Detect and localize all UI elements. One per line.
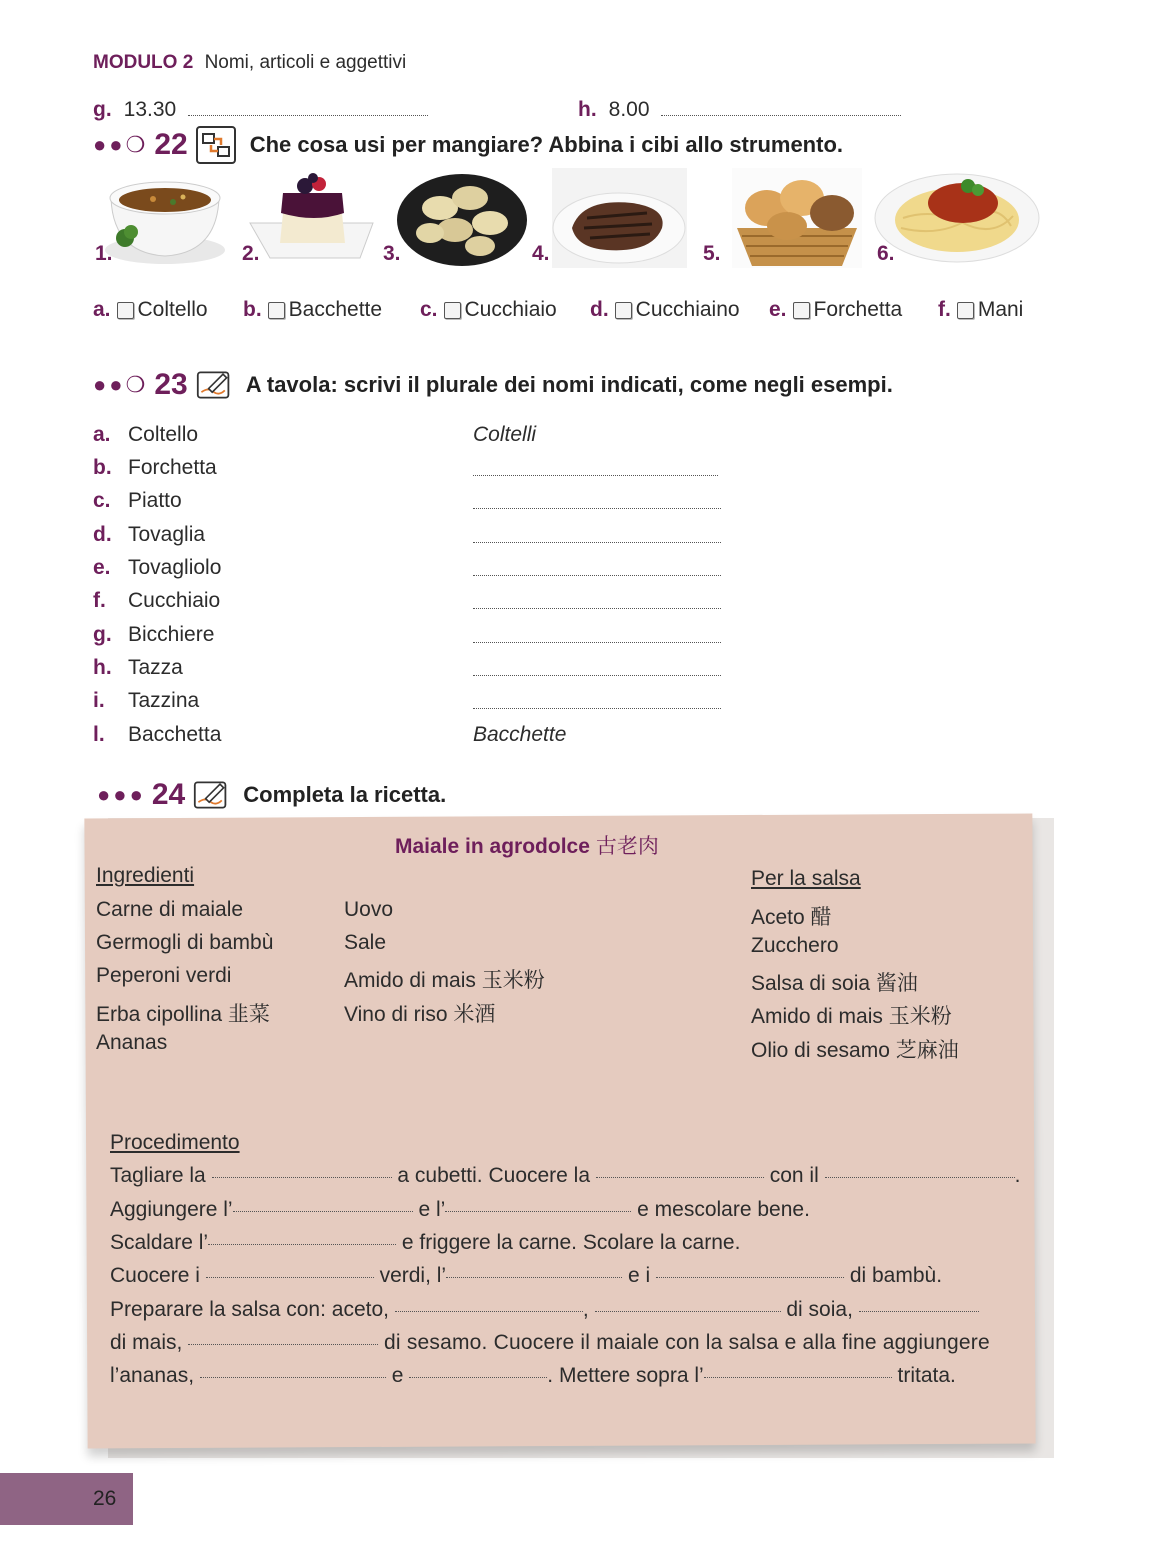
- procedure-text: tritata.: [897, 1364, 956, 1387]
- plural-row: [93, 420, 793, 450]
- sauce-ingredient: Aceto 醋: [751, 906, 832, 929]
- option-letter: c.: [420, 298, 438, 321]
- page-number: 26: [93, 1487, 117, 1510]
- procedure-text: a cubetti. Cuocere la: [397, 1164, 591, 1187]
- item-letter: d.: [93, 523, 112, 546]
- option-label: Cucchiaino: [635, 298, 740, 321]
- plural-row: [93, 453, 793, 483]
- recipe-title-chinese: 古老肉: [595, 835, 659, 858]
- ingredient: Amido di mais 玉米粉: [344, 969, 545, 992]
- blank-field[interactable]: [409, 1376, 547, 1378]
- singular-word: Bacchetta: [128, 723, 222, 746]
- time-item-h: [578, 98, 901, 122]
- blank-field[interactable]: [446, 1276, 622, 1278]
- blank-field[interactable]: [859, 1310, 979, 1312]
- plural-row: [93, 586, 793, 616]
- recipe-title-text: Maiale in agrodolce: [395, 835, 590, 858]
- time-value: 8.00: [608, 98, 650, 121]
- plural-row: [93, 620, 793, 650]
- exercise-24-heading: [97, 778, 446, 812]
- procedure-line-1: [110, 1164, 1020, 1188]
- answer-line[interactable]: [473, 641, 721, 643]
- bread-image: [732, 168, 862, 268]
- writing-icon: [193, 778, 229, 812]
- option-c: [420, 298, 557, 322]
- page-header: [93, 52, 406, 74]
- procedure-text: di soia,: [786, 1298, 853, 1321]
- answer-line[interactable]: [188, 114, 428, 116]
- plural-row: [93, 653, 793, 683]
- procedure-text: Cuocere i: [110, 1264, 200, 1287]
- item-letter: e.: [93, 556, 111, 579]
- procedure-text: Tagliare la: [110, 1164, 206, 1187]
- procedure-text: Aggiungere l’: [110, 1198, 233, 1221]
- option-f: [938, 298, 1023, 322]
- blank-field[interactable]: [208, 1243, 396, 1245]
- singular-word: Coltello: [128, 423, 199, 446]
- singular-word: Tazza: [128, 656, 183, 679]
- difficulty-bullets: ●●●: [97, 782, 146, 807]
- procedure-text: di sesamo. Cuocere il maiale con la salsa e alla fine aggiungere: [384, 1331, 990, 1354]
- procedure-line-4: [110, 1264, 942, 1288]
- plural-row: [93, 553, 793, 583]
- procedure-line-2: [110, 1198, 810, 1222]
- singular-word: Tazzina: [128, 689, 200, 712]
- option-letter: a.: [93, 298, 111, 321]
- blank-field[interactable]: [395, 1310, 583, 1312]
- difficulty-bullets: ●●❍: [93, 132, 149, 157]
- image-number: 5.: [703, 242, 721, 265]
- blank-field[interactable]: [200, 1376, 386, 1378]
- procedure-line-3: [110, 1231, 740, 1255]
- item-letter: g.: [93, 623, 112, 646]
- answer-line[interactable]: [473, 474, 718, 476]
- procedure-text: verdi, l’: [379, 1264, 447, 1287]
- procedure-text: e i: [627, 1264, 651, 1287]
- time-item-g: [93, 98, 428, 122]
- blank-field[interactable]: [656, 1276, 844, 1278]
- ingredients-heading: Ingredienti: [96, 864, 195, 887]
- recipe-title: [395, 830, 659, 860]
- procedure-text: Scaldare l’: [110, 1231, 209, 1254]
- panna-cotta-image: [245, 168, 375, 268]
- procedure-line-6: [110, 1331, 990, 1355]
- option-a: [93, 298, 208, 322]
- ingredient: Erba cipollina 韭菜: [96, 1003, 270, 1026]
- checkbox[interactable]: [793, 302, 810, 319]
- blank-field[interactable]: [212, 1176, 392, 1178]
- answer-line[interactable]: [473, 541, 721, 543]
- example-answer: Bacchette: [473, 723, 567, 746]
- option-letter: d.: [590, 298, 609, 321]
- exercise-title: Completa la ricetta.: [243, 782, 447, 807]
- exercise-title: Che cosa usi per mangiare? Abbina i cibi allo strumento.: [249, 132, 843, 157]
- item-letter: h.: [93, 656, 112, 679]
- procedure-line-5: [110, 1298, 979, 1322]
- procedure-text: Preparare la salsa con: aceto,: [110, 1298, 389, 1321]
- option-label: Coltello: [137, 298, 208, 321]
- ingredient: Peperoni verdi: [96, 964, 232, 987]
- blank-field[interactable]: [445, 1210, 631, 1212]
- sauce-ingredient: Olio di sesamo 芝麻油: [751, 1039, 959, 1062]
- exercise-22-heading: [93, 126, 843, 164]
- plural-row: [93, 486, 793, 516]
- item-letter: b.: [93, 456, 112, 479]
- option-label: Bacchette: [288, 298, 383, 321]
- spaghetti-image: [873, 168, 1041, 268]
- procedure-text: e: [391, 1364, 404, 1387]
- exercise-23-heading: [93, 368, 893, 402]
- procedure-text: di bambù.: [849, 1264, 943, 1287]
- option-letter: b.: [243, 298, 262, 321]
- singular-word: Tovaglia: [128, 523, 206, 546]
- singular-word: Cucchiaio: [128, 589, 221, 612]
- procedure-text: e l’: [418, 1198, 446, 1221]
- blank-field[interactable]: [206, 1276, 374, 1278]
- option-letter: f.: [938, 298, 951, 321]
- answer-line[interactable]: [473, 574, 721, 576]
- procedure-text: .: [1014, 1164, 1021, 1187]
- exercise-number: 23: [154, 368, 188, 401]
- image-number: 4.: [532, 242, 550, 265]
- item-letter: c.: [93, 489, 111, 512]
- ingredient: Carne di maiale: [96, 898, 244, 921]
- procedure-line-7: [110, 1364, 956, 1388]
- exercise-title: A tavola: scrivi il plurale dei nomi indicati, come negli esempi.: [245, 372, 893, 397]
- checkbox[interactable]: [444, 302, 461, 319]
- blank-field[interactable]: [233, 1210, 413, 1212]
- option-letter: e.: [769, 298, 787, 321]
- blank-field[interactable]: [596, 1176, 764, 1178]
- procedure-heading: Procedimento: [110, 1131, 240, 1154]
- checkbox[interactable]: [268, 302, 285, 319]
- item-letter: g.: [93, 98, 112, 121]
- ingredient: Germogli di bambù: [96, 931, 274, 954]
- option-label: Cucchiaio: [464, 298, 557, 321]
- blank-field[interactable]: [704, 1376, 892, 1378]
- answer-line[interactable]: [473, 674, 721, 676]
- example-answer: Coltelli: [473, 423, 537, 446]
- checkbox[interactable]: [957, 302, 974, 319]
- dumplings-image: [395, 168, 530, 268]
- ingredient: Uovo: [344, 898, 394, 921]
- difficulty-bullets: ●●❍: [93, 372, 149, 397]
- plural-row: [93, 686, 793, 716]
- singular-word: Bicchiere: [128, 623, 215, 646]
- procedure-text: con il: [769, 1164, 819, 1187]
- procedure-text: ,: [582, 1298, 589, 1321]
- procedure-text: l’ananas,: [110, 1364, 195, 1387]
- sauce-ingredient: Amido di mais 玉米粉: [751, 1005, 952, 1028]
- steak-image: [552, 168, 687, 268]
- blank-field[interactable]: [825, 1176, 1015, 1178]
- item-letter: i.: [93, 689, 105, 712]
- procedure-text: di mais,: [110, 1331, 183, 1354]
- ingredient: Ananas: [96, 1031, 168, 1054]
- module-subtitle: Nomi, articoli e aggettivi: [204, 52, 407, 73]
- image-number: 1.: [95, 242, 113, 265]
- option-d: [590, 298, 740, 322]
- blank-field[interactable]: [595, 1310, 781, 1312]
- item-letter: l.: [93, 723, 105, 746]
- procedure-text: e friggere la carne. Scolare la carne.: [401, 1231, 741, 1254]
- item-letter: a.: [93, 423, 111, 446]
- plural-row: [93, 520, 793, 550]
- plural-row: [93, 720, 793, 750]
- image-number: 2.: [242, 242, 260, 265]
- item-letter: f.: [93, 589, 106, 612]
- soup-image: [103, 168, 228, 268]
- option-e: [769, 298, 902, 322]
- blank-field[interactable]: [188, 1343, 378, 1345]
- option-b: [243, 298, 382, 322]
- answer-line[interactable]: [661, 114, 901, 116]
- image-number: 3.: [383, 242, 401, 265]
- ingredient: Vino di riso 米酒: [344, 1003, 496, 1026]
- exercise-number: 22: [154, 128, 188, 161]
- writing-icon: [196, 368, 232, 402]
- item-letter: h.: [578, 98, 597, 121]
- procedure-text: . Mettere sopra l’: [547, 1364, 704, 1387]
- ingredient: Sale: [344, 931, 387, 954]
- option-label: Forchetta: [813, 298, 903, 321]
- singular-word: Forchetta: [128, 456, 217, 479]
- singular-word: Tovagliolo: [128, 556, 222, 579]
- sauce-ingredient: Salsa di soia 酱油: [751, 972, 918, 995]
- singular-word: Piatto: [128, 489, 182, 512]
- checkbox[interactable]: [117, 302, 134, 319]
- checkbox[interactable]: [615, 302, 632, 319]
- image-number: 6.: [877, 242, 895, 265]
- answer-line[interactable]: [473, 707, 721, 709]
- sauce-heading: Per la salsa: [751, 867, 861, 890]
- module-label: MODULO 2: [93, 52, 194, 73]
- option-label: Mani: [977, 298, 1024, 321]
- exercise-number: 24: [151, 778, 186, 811]
- matching-icon: [196, 126, 236, 164]
- sauce-ingredient: Zucchero: [751, 934, 839, 957]
- answer-line[interactable]: [473, 607, 721, 609]
- answer-line[interactable]: [473, 507, 721, 509]
- time-value: 13.30: [123, 98, 177, 121]
- procedure-text: e mescolare bene.: [637, 1198, 810, 1221]
